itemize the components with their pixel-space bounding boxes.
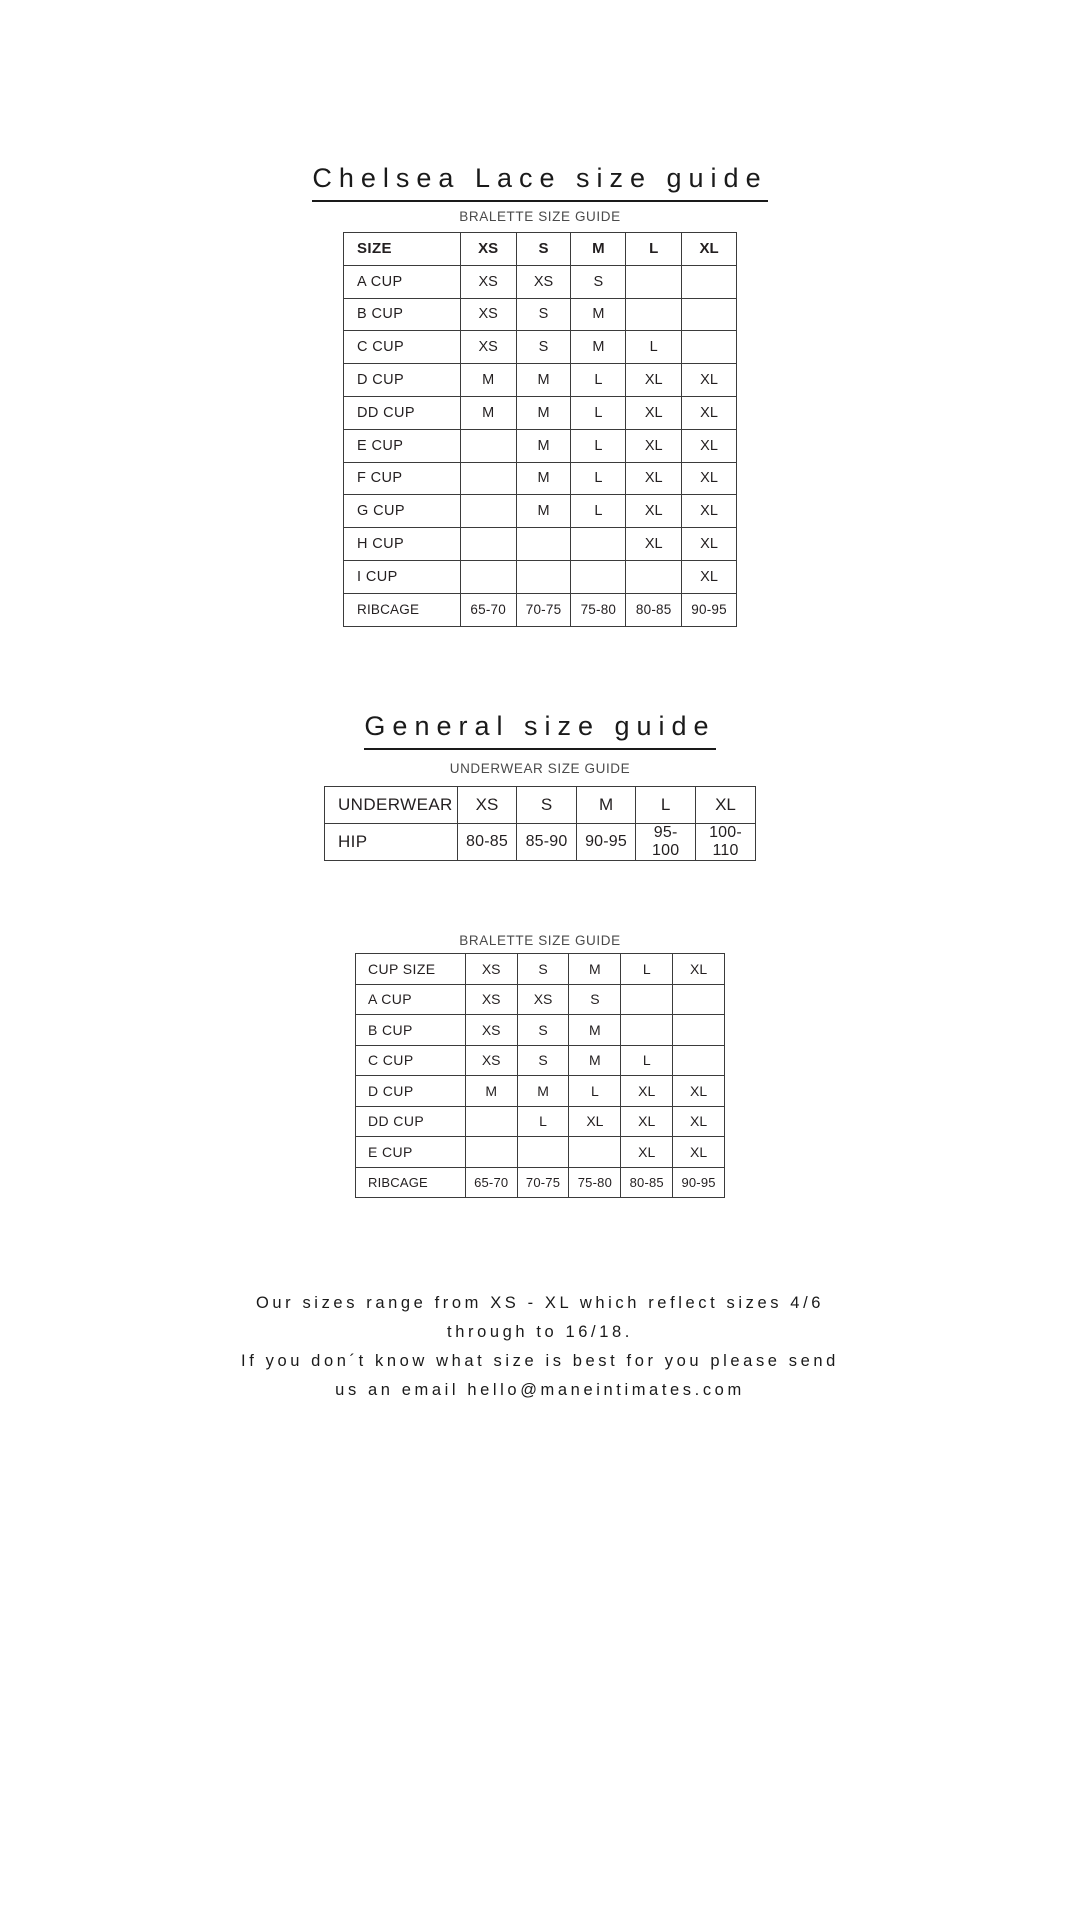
cell (465, 1137, 517, 1168)
cell: XL (621, 1106, 673, 1137)
column-header-m: M (569, 954, 621, 985)
cell: XL (673, 1106, 725, 1137)
cell: 90-95 (576, 824, 636, 861)
cell (516, 560, 571, 593)
cell: XS (465, 1015, 517, 1046)
table-row (356, 984, 725, 1015)
footer-line-3: If you don´t know what size is best for you please send (241, 1351, 839, 1370)
row-label: E CUP (344, 429, 461, 462)
cell: M (465, 1076, 517, 1107)
general-bralette-table-wrapper (0, 953, 1080, 1198)
column-header-xs: XS (460, 233, 516, 266)
cell: L (569, 1076, 621, 1107)
row-label: C CUP (356, 1045, 466, 1076)
table-header-row (325, 787, 756, 824)
cell: XL (682, 462, 737, 495)
cell: 75-80 (569, 1167, 621, 1198)
row-label: I CUP (344, 560, 461, 593)
table-row (344, 429, 737, 462)
cell: L (626, 331, 682, 364)
cell: XL (682, 396, 737, 429)
cell: 65-70 (465, 1167, 517, 1198)
chelsea-lace-heading-text: Chelsea Lace size guide (312, 163, 767, 202)
cell: 80-85 (626, 593, 682, 626)
row-label: DD CUP (344, 396, 461, 429)
table-header-row (344, 233, 737, 266)
cell: XS (460, 298, 516, 331)
table-row (356, 1076, 725, 1107)
cell: L (571, 396, 626, 429)
row-label: C CUP (344, 331, 461, 364)
row-label: DD CUP (356, 1106, 466, 1137)
row-label: D CUP (356, 1076, 466, 1107)
cell: M (516, 495, 571, 528)
cell (517, 1137, 569, 1168)
cell: XL (673, 1137, 725, 1168)
table-row-hip (325, 824, 756, 861)
table-header-row (356, 954, 725, 985)
cell: S (517, 1015, 569, 1046)
row-label: A CUP (344, 265, 461, 298)
cell (460, 429, 516, 462)
cell (571, 528, 626, 561)
cell: L (571, 429, 626, 462)
cell (673, 1015, 725, 1046)
cell: XL (626, 364, 682, 397)
cell: 65-70 (460, 593, 516, 626)
cell: XL (626, 528, 682, 561)
column-header-l: L (621, 954, 673, 985)
cell (626, 560, 682, 593)
cell: M (516, 429, 571, 462)
chelsea-bralette-table (343, 232, 737, 627)
column-header-size: SIZE (344, 233, 461, 266)
cell: M (516, 396, 571, 429)
cell: S (516, 298, 571, 331)
column-header-xs: XS (457, 787, 517, 824)
column-header-xs: XS (465, 954, 517, 985)
table-row (344, 364, 737, 397)
cell (460, 462, 516, 495)
table-row (356, 1045, 725, 1076)
row-label: A CUP (356, 984, 466, 1015)
table-row (356, 1106, 725, 1137)
cell: S (517, 1045, 569, 1076)
column-header-m: M (571, 233, 626, 266)
cell: S (569, 984, 621, 1015)
cell: M (517, 1076, 569, 1107)
column-header-s: S (517, 787, 577, 824)
cell: L (517, 1106, 569, 1137)
cell (465, 1106, 517, 1137)
table-row (344, 331, 737, 364)
column-header-underwear: UNDERWEAR (325, 787, 458, 824)
row-label: G CUP (344, 495, 461, 528)
footer-line-1: Our sizes range from XS - XL which reflect sizes 4/6 (255, 1294, 825, 1312)
cell: M (569, 1015, 621, 1046)
cell: XS (465, 984, 517, 1015)
table-row-ribcage (356, 1167, 725, 1198)
footer-note (0, 1289, 1080, 1405)
cell: 75-80 (571, 593, 626, 626)
cell: 85-90 (517, 824, 577, 861)
cell: M (569, 1045, 621, 1076)
row-label: HIP (325, 824, 458, 861)
cell (682, 265, 737, 298)
column-header-s: S (517, 954, 569, 985)
column-header-l: L (626, 233, 682, 266)
cell: XL (621, 1076, 673, 1107)
footer-line-4: us an email hello@maneintimates.com (335, 1380, 745, 1399)
column-header-m: M (576, 787, 636, 824)
cell: 90-95 (682, 593, 737, 626)
general-bralette-table (355, 953, 725, 1198)
cell: XS (460, 265, 516, 298)
underwear-table-caption: UNDERWEAR SIZE GUIDE (449, 761, 631, 776)
general-bralette-caption: BRALETTE SIZE GUIDE (459, 933, 621, 948)
cell: XL (682, 364, 737, 397)
cell: XS (460, 331, 516, 364)
cell: XS (517, 984, 569, 1015)
table-row (344, 462, 737, 495)
cell: 90-95 (673, 1167, 725, 1198)
table-row (344, 396, 737, 429)
column-header-s: S (516, 233, 571, 266)
general-size-guide-heading (0, 711, 1080, 750)
cell (626, 298, 682, 331)
column-header-xl: XL (673, 954, 725, 985)
cell: 95-100 (636, 824, 696, 861)
cell: S (516, 331, 571, 364)
column-header-cup-size: CUP SIZE (356, 954, 466, 985)
cell (460, 528, 516, 561)
cell: 80-85 (457, 824, 517, 861)
table-row (344, 560, 737, 593)
general-size-guide-heading-text: General size guide (364, 711, 715, 750)
row-label: RIBCAGE (344, 593, 461, 626)
cell: XL (682, 560, 737, 593)
table-row (344, 528, 737, 561)
cell: XL (621, 1137, 673, 1168)
cell (626, 265, 682, 298)
cell (569, 1137, 621, 1168)
cell: XL (626, 396, 682, 429)
cell: XL (569, 1106, 621, 1137)
underwear-table (324, 786, 756, 861)
underwear-table-wrapper (0, 786, 1080, 861)
cell: XS (465, 1045, 517, 1076)
table-row (344, 298, 737, 331)
cell: L (571, 462, 626, 495)
table-row (344, 495, 737, 528)
cell (682, 298, 737, 331)
cell: XS (516, 265, 571, 298)
cell (673, 984, 725, 1015)
cell: L (571, 495, 626, 528)
table-row-ribcage (344, 593, 737, 626)
row-label: H CUP (344, 528, 461, 561)
row-label: B CUP (356, 1015, 466, 1046)
row-label: E CUP (356, 1137, 466, 1168)
row-label: D CUP (344, 364, 461, 397)
cell (516, 528, 571, 561)
cell (621, 984, 673, 1015)
column-header-xl: XL (696, 787, 756, 824)
cell: XL (626, 495, 682, 528)
cell: M (571, 331, 626, 364)
cell: XL (626, 429, 682, 462)
cell: XL (673, 1076, 725, 1107)
cell: 100-110 (696, 824, 756, 861)
table-row (344, 265, 737, 298)
cell: XL (626, 462, 682, 495)
cell (621, 1015, 673, 1046)
cell: M (516, 364, 571, 397)
cell: M (571, 298, 626, 331)
chelsea-lace-heading (0, 163, 1080, 202)
cell: 70-75 (516, 593, 571, 626)
row-label: B CUP (344, 298, 461, 331)
cell (571, 560, 626, 593)
cell (460, 495, 516, 528)
cell (673, 1045, 725, 1076)
cell: M (460, 396, 516, 429)
column-header-l: L (636, 787, 696, 824)
table-row (356, 1015, 725, 1046)
chelsea-bralette-caption: BRALETTE SIZE GUIDE (459, 209, 621, 224)
cell: M (516, 462, 571, 495)
row-label: F CUP (344, 462, 461, 495)
cell: M (460, 364, 516, 397)
cell: S (571, 265, 626, 298)
column-header-xl: XL (682, 233, 737, 266)
cell: L (621, 1045, 673, 1076)
cell: L (571, 364, 626, 397)
cell: 70-75 (517, 1167, 569, 1198)
cell (460, 560, 516, 593)
cell: XL (682, 429, 737, 462)
table-row (356, 1137, 725, 1168)
cell (682, 331, 737, 364)
footer-line-2: through to 16/18. (447, 1322, 633, 1341)
row-label: RIBCAGE (356, 1167, 466, 1198)
cell: XL (682, 528, 737, 561)
cell: XL (682, 495, 737, 528)
cell: 80-85 (621, 1167, 673, 1198)
chelsea-bralette-table-wrapper (0, 232, 1080, 627)
